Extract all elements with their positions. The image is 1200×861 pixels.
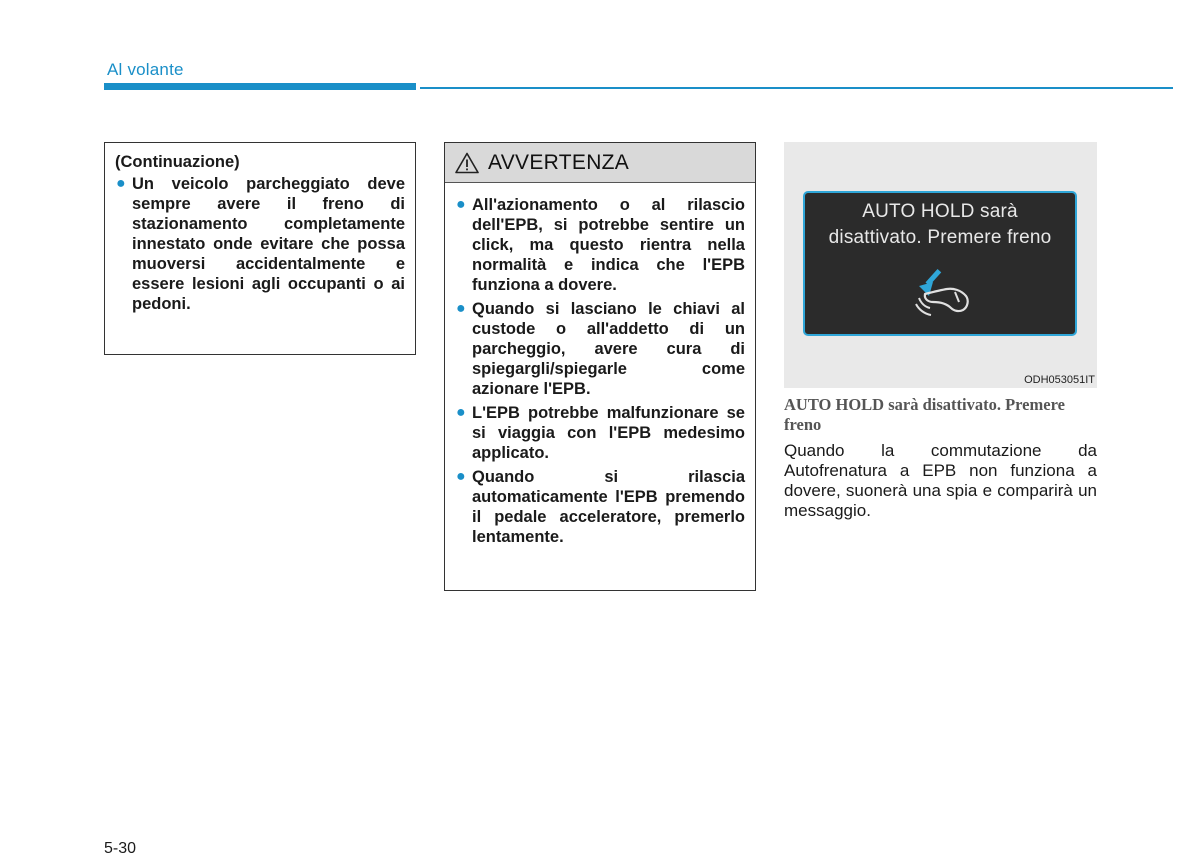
section-title: Al volante bbox=[107, 60, 184, 79]
figure-caption: AUTO HOLD sarà disattivato. Premere freno bbox=[784, 395, 1065, 434]
header-rule-thick bbox=[104, 83, 416, 90]
list-item-text: Quando si rilascia automaticamente l'EPB premendo il pedale acceleratore, premerlo lentamente. bbox=[472, 468, 745, 546]
bullet-icon: ● bbox=[456, 468, 466, 485]
list-item-text: All'azionamento o al rilascio dell'EPB, si potrebbe sentire un click, ma questo rientra nella normalità e indica che l'EPB funziona a dovere. bbox=[472, 196, 745, 294]
bullet-icon: ● bbox=[456, 404, 466, 421]
display-message-line1: AUTO HOLD sarà bbox=[862, 201, 1018, 222]
bullet-icon: ● bbox=[456, 196, 466, 213]
list-item bbox=[455, 467, 745, 547]
list-item bbox=[455, 195, 745, 295]
continuation-box bbox=[104, 142, 416, 355]
figure-code: ODH053051IT bbox=[1024, 374, 1095, 386]
bullet-icon: ● bbox=[116, 175, 126, 192]
warning-box bbox=[444, 142, 756, 591]
warning-header bbox=[445, 143, 755, 183]
cluster-display bbox=[803, 191, 1077, 336]
warning-list bbox=[455, 195, 745, 547]
list-item bbox=[455, 403, 745, 463]
warning-body bbox=[445, 183, 755, 547]
header-rule-thin bbox=[420, 87, 1173, 89]
warning-triangle-icon bbox=[455, 152, 479, 174]
page-number: 5-30 bbox=[104, 840, 137, 857]
list-item-text: L'EPB potrebbe malfunzionare se si viaggia con l'EPB medesimo applicato. bbox=[472, 404, 745, 462]
continuation-list bbox=[115, 174, 405, 314]
continuation-title: (Continuazione) bbox=[115, 153, 240, 171]
list-item bbox=[455, 299, 745, 399]
list-item-text: Quando si lasciano le chiavi al custode o all'addetto di un parcheggio, avere cura di spiegargli/spiegarle come azionare l'EPB. bbox=[472, 300, 745, 398]
display-message-line2: disattivato. Premere freno bbox=[828, 227, 1052, 248]
foot-pedal-icon bbox=[911, 262, 973, 320]
warning-title: AVVERTENZA bbox=[488, 150, 630, 174]
list-item-text: Un veicolo parcheggiato deve sempre avere il freno di stazionamento completamente innestato onde evitare che possa muoversi accidentalmente e essere lesioni agli occupanti o ai pedoni. bbox=[132, 175, 405, 313]
bullet-icon: ● bbox=[456, 300, 466, 317]
figure-panel bbox=[784, 142, 1097, 388]
list-item bbox=[115, 174, 405, 314]
body-paragraph: Quando la commutazione da Autofrenatura a EPB non funziona a dovere, suonerà una spia e comparirà un messaggio. bbox=[784, 441, 1097, 520]
